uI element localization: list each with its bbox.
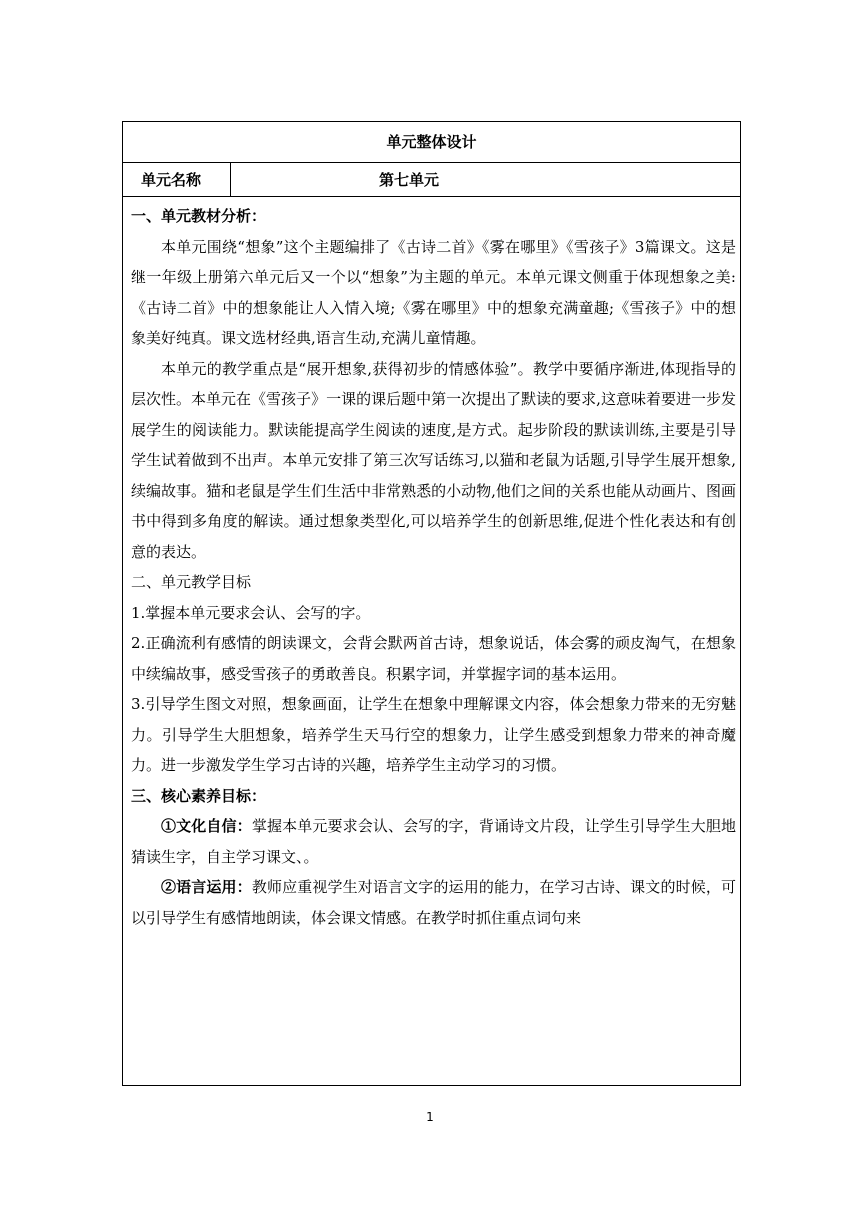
section-heading-competency: 三、核心素养目标：	[131, 786, 267, 805]
competency-goal-2-label: ②语言运用：	[161, 878, 252, 896]
analysis-paragraph-2: 本单元的教学重点是“展开想象,获得初步的情感体验”。教学中要循序渐进,体现指导的层次性。本单元在《雪孩子》一课的课后题中第一次提出了默读的要求,这意味着要进一步发展学生的阅读能力。默读能提高学生阅读的速度,是方式。起步阶段的默读训练,主要是引导学生试着做到不出声。本单元安排了第三次写话练习,以猫和老鼠为话题,引导学生展开想象,续编故事。猫和老鼠是学生们生活中非常熟悉的小动物,他们之间的关系也能从动画片、图画书中得到多角度的解读。通过想象类型化,可以培养学生的创新思维,促进个性化表达和有创意的表达。	[131, 359, 736, 561]
competency-goal-2	[131, 872, 736, 933]
table-title: 单元整体设计	[386, 133, 477, 151]
competency-goal-1-text: 掌握本单元要求会认、会写的字，背诵诗文片段，让学生引导学生大胆地猜读生字，自主学习课文、。	[131, 817, 736, 866]
section-heading-objectives: 二、单元教学目标	[131, 573, 252, 591]
page-number: 1	[426, 1110, 434, 1124]
unit-name-label: 单元名称	[141, 171, 202, 189]
cell-divider	[230, 163, 231, 196]
competency-goal-1	[131, 811, 736, 872]
analysis-paragraph-1: 本单元围绕“想象”这个主题编排了《古诗二首》《雾在哪里》《雪孩子》3篇课文。这是继一年级上册第六单元后又一个以“想象”为主题的单元。本单元课文侧重于体现想象之美:《古诗二首》中的想象能让人入情入境;《雾在哪里》中的想象充满童趣;《雪孩子》中的想象美好纯真。课文选材经典,语言生动,充满儿童情趣。	[131, 237, 736, 347]
objective-item-3: 3.引导学生图文对照，想象画面，让学生在想象中理解课文内容，体会想象力带来的无穷魅力。引导学生大胆想象，培养学生天马行空的想象力，让学生感受到想象力带来的神奇魔力。进一步激发学生学习古诗的兴趣，培养学生主动学习的习惯。	[131, 695, 736, 774]
unit-design-table	[122, 121, 741, 1086]
competency-goal-1-label: ①文化自信：	[161, 817, 252, 835]
unit-name-value: 第七单元	[379, 171, 440, 189]
table-body	[131, 201, 736, 933]
table-title-row	[123, 122, 740, 163]
section-heading-analysis: 一、单元教材分析：	[131, 207, 267, 225]
unit-name-row	[123, 163, 740, 197]
objective-item-2: 2.正确流利有感情的朗读课文，会背会默两首古诗，想象说话，体会雾的顽皮淘气，在想象中续编故事，感受雪孩子的勇敢善良。积累字词，并掌握字词的基本运用。	[131, 634, 736, 683]
objective-item-1: 1.掌握本单元要求会认、会写的字。	[131, 603, 371, 622]
competency-goal-2-text: 教师应重视学生对语言文字的运用的能力，在学习古诗、课文的时候，可以引导学生有感情地朗读，体会课文情感。在教学时抓住重点词句来	[131, 878, 736, 927]
